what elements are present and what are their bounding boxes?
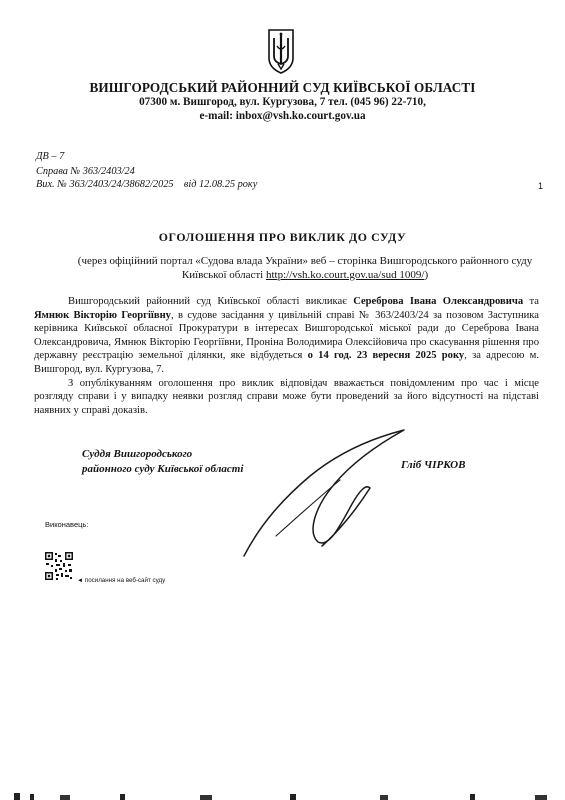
defendant-name-2: Ямнюк Вікторію Георгіївну <box>34 309 171 321</box>
trident-coat-of-arms-icon <box>266 26 296 74</box>
qr-code-icon <box>44 551 74 581</box>
scan-edge-artifact <box>0 790 565 800</box>
announcement-subtitle <box>70 255 540 282</box>
qr-caption: ◄ посилання на веб-сайт суду <box>77 577 166 584</box>
handwritten-signature <box>236 428 411 563</box>
hearing-datetime: о 14 год. 23 вересня 2025 року <box>307 350 465 362</box>
arrow-left-icon: ◄ <box>77 577 84 584</box>
court-address: 07300 м. Вишгород, вул. Кургузова, 7 тел. (045 96) 22-710, <box>139 96 426 108</box>
judge-title: Суддя Вишгородського районного суду Київської області <box>82 448 244 475</box>
court-name: ВИШГОРОДСЬКИЙ РАЙОННИЙ СУД КИЇВСЬКОЇ ОБЛАСТІ <box>89 80 476 95</box>
judge-name: Гліб ЧІРКОВ <box>401 459 466 471</box>
page-number: 1 <box>537 181 543 191</box>
defendant-name-1: Сереброва Івана Олександровича <box>353 296 524 307</box>
case-number: Справа № 363/2403/24 <box>36 166 135 177</box>
announcement-title: ОГОЛОШЕННЯ ПРО ВИКЛИК ДО СУДУ <box>158 230 407 244</box>
court-email: e-mail: inbox@vsh.ko.court.gov.ua <box>199 110 366 122</box>
case-code: ДВ – 7 <box>36 151 65 162</box>
court-website-link[interactable]: http://vsh.ko.court.gov.ua/sud 1009/ <box>265 268 425 281</box>
outgoing-date: від 12.08.25 року <box>183 179 258 190</box>
outgoing-number: Вих. № 363/2403/24/38682/2025 <box>36 179 174 190</box>
executor-label: Виконавець: <box>45 520 89 529</box>
subtitle-text: (через офіційний портал «Судова влада України» веб – сторінка Вишгородського районного суду Київської області <box>77 255 533 281</box>
outgoing-reference <box>36 179 257 190</box>
subtitle-end: ) <box>424 268 429 281</box>
body-paragraph-1: Вишгородський районний суд Київської області викликає Сереброва Івана Олександровича та Ямнюк Вікторію Георгіївну, в судове засідання у цивільній справі № 363/2403/24 за позовом Заступника керівника Київської обласної Прокуратури в інтересах Вишгородської міської ради до Сереброва Івана Олександровича, Ямнюк Вікторію Георгіївни, Проніна Володимира Олексійовича про скасування рішення про державну реєстрацію земельної ділянки, яке відбудеться о 14 год. 23 вересня 2025 року, за адресою м. Вишгород, вул. Кургузова, 7. <box>34 296 539 375</box>
announcement-body <box>34 295 539 417</box>
body-paragraph-2: З опублікуванням оголошення про виклик відповідач вважається повідомленим про час і місце розгляду справи і у випадку неявки розгляд справи може бути проведений за його відсутності на підставі наявних у справі доказів. <box>34 377 539 416</box>
